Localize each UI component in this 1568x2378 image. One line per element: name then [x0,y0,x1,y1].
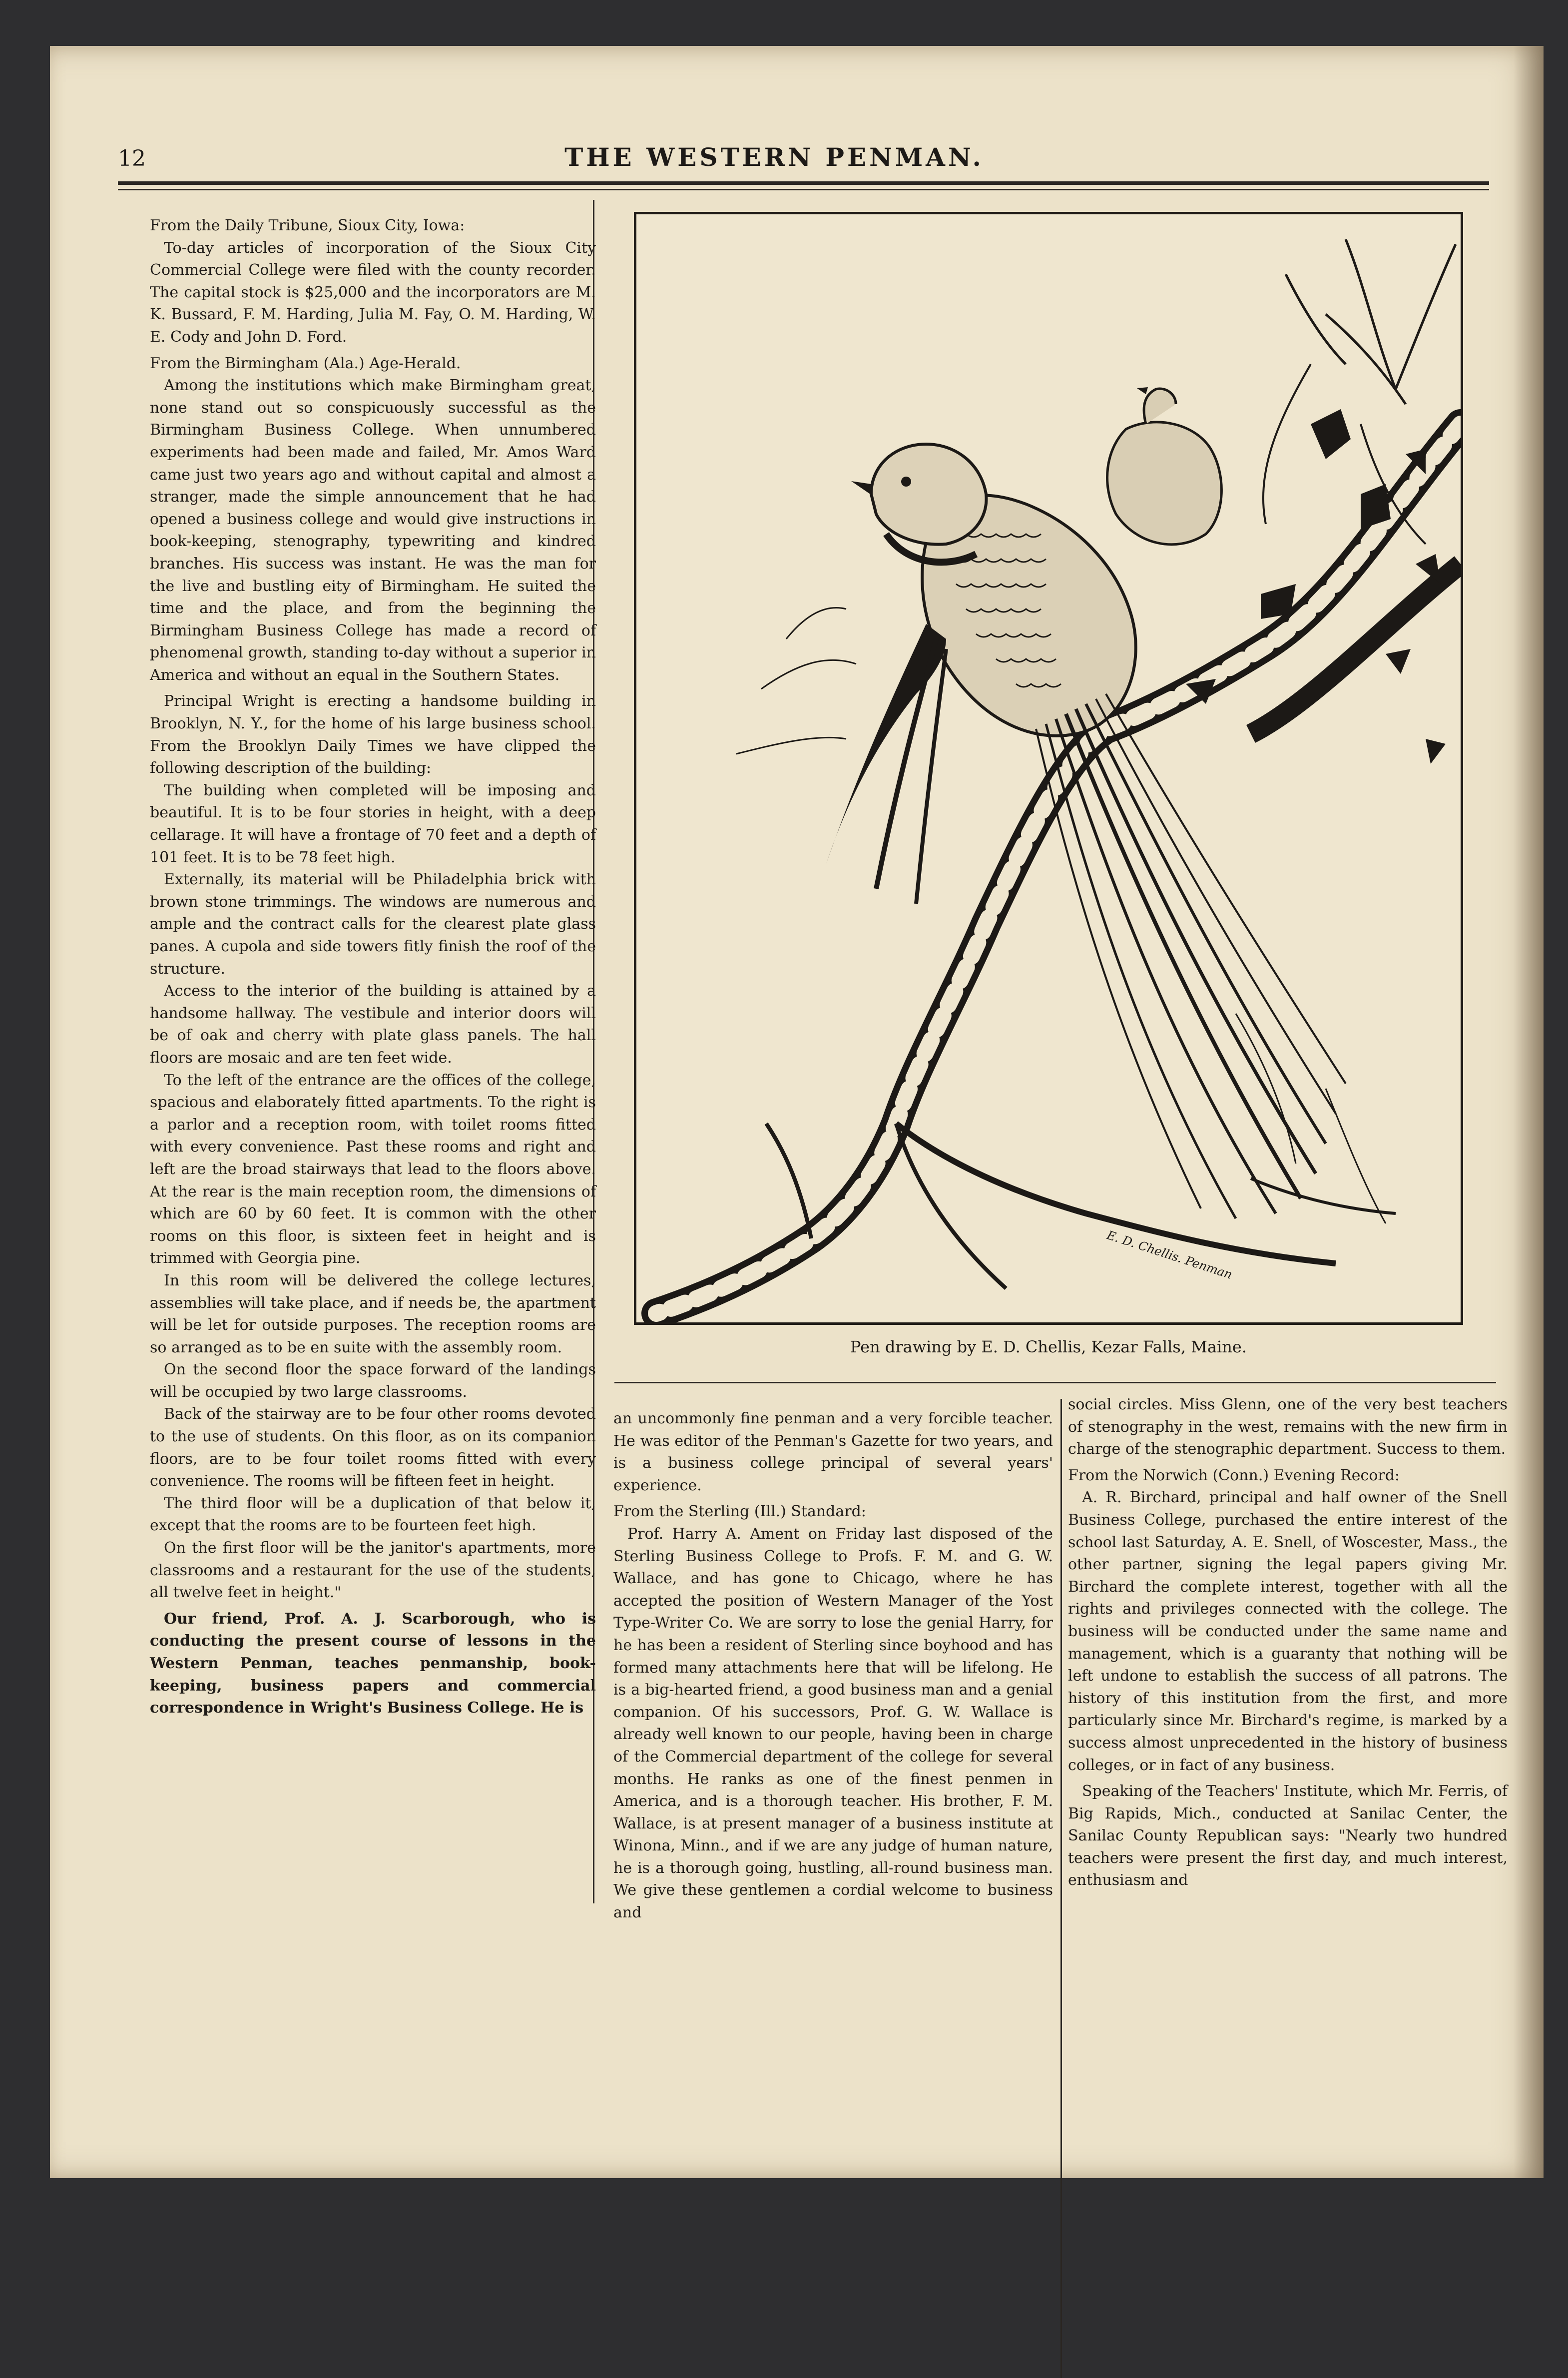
article-paragraph: Principal Wright is erecting a handsome building in Brooklyn, N. Y., for the home of his large business school. From the Brooklyn Daily Times we have clipped the following description of the building: [150,692,596,777]
header-rule-thin [118,189,1489,190]
article-paragraph: On the first floor will be the janitor's apartments, more classrooms and a restaurant for the use of the students, all twelve feet in height." [150,1539,596,1602]
article-paragraph: To the left of the entrance are the offices of the college, spacious and elaborately fitted apartments. To the right is a parlor and a reception room, with toilet rooms fitted with every convenience. Past these rooms and right and left are the broad stairways that lead to the floors above. At the rear is the main reception room, the dimensions of which are 60 by 60 feet. It is common with the other rooms on this floor, is sixteen feet in height and is trimmed with Georgia pine. [150,1071,596,1267]
article-paragraph: On the second floor the space forward of the landings will be occupied by two large classrooms. [150,1361,596,1401]
article-paragraph: Our friend, Prof. A. J. Scarborough, who is conducting the present course of lessons in the Western Penman, teaches penmanship, book-keeping, business papers and commercial correspondence in Wright's Business College. He is [150,1610,596,1717]
article-paragraph: Among the institutions which make Birmingham great, none stand out so conspicuously successful as the Birmingham Business College. When unnumbered experiments had been made and failed, Mr. Amos Ward came just two years ago and without capital and almost a stranger, made the simple announcement that he had opened a business college and would give instructions in book-keeping, stenography, typewriting and kindred branches. His success was instant. He was the man for the live and bustling eity of Birmingham. He suited the time and the place, and from the beginning the Birmingham Business College has made a record of phenomenal growth, standing to-day without a superior in America and without an equal in the Southern States. [150,377,596,684]
middle-column-article [613,1408,1053,1924]
left-column-article [150,215,596,1720]
article-source: From the Birmingham (Ala.) Age-Herald. [150,354,461,372]
article-paragraph: an uncommonly fine penman and a very forcible teacher. He was editor of the Penman's Gazette for two years, and is a business college principal of several years' experience. [613,1410,1053,1494]
article-source: From the Norwich (Conn.) Evening Record: [1068,1466,1400,1484]
article-paragraph: In this room will be delivered the college lectures, assemblies will take place, and if needs be, the apartment will be let for outside purposes. The reception rooms are so arranged as to be en suite with the assembly room. [150,1271,596,1356]
article-paragraph: Speaking of the Teachers' Institute, which Mr. Ferris, of Big Rapids, Mich., conducted at Sanilac Center, the Sanilac County Republican says: "Nearly two hundred teachers were present the first day, and much interest, enthusiasm and [1068,1783,1508,1889]
right-column-article [1068,1394,1508,1892]
page-fold-shadow [1514,46,1544,2178]
column-divider-right [1060,1399,1062,2378]
header-rule-thick [118,181,1489,185]
article-paragraph: The third floor will be a duplication of that below it, except that the rooms are to be fourteen feet high. [150,1494,596,1535]
masthead-title: THE WESTERN PENMAN. [564,142,984,172]
article-source: From the Sterling (Ill.) Standard: [613,1503,866,1521]
artist-signature: E. D. Chellis. Penman [1105,1228,1234,1282]
article-source: From the Daily Tribune, Sioux City, Iowa: [150,217,465,234]
article-paragraph: Externally, its material will be Philadelphia brick with brown stone trimmings. The windows are numerous and ample and the contract calls for the clearest plate glass panes. A cupola and side towers fitly finish the roof of the structure. [150,871,596,978]
bird-illustration [636,214,1461,1322]
article-paragraph: Prof. Harry A. Ament on Friday last disposed of the Sterling Business College to Profs. F. M. and G. W. Wallace, and has gone to Chicago, where he has accepted the position of Western Manager of the Yost Type-Writer Co. We are sorry to lose the genial Harry, for he has been a resident of Sterling since boyhood and has formed many attachments here that will be lifelong. He is a big-hearted friend, a good business man and a genial companion. Of his successors, Prof. G. W. Wallace is already well known to our people, having been in charge of the Commercial department of the college for several months. He ranks as one of the finest penmen in America, and is a thorough teacher. His brother, F. M. Wallace, is at present manager of a business institute at Winona, Minn., and if we are any judge of human nature, he is a thorough going, hustling, all-round business man. We give these gentlemen a cordial welcome to business and [613,1525,1053,1922]
article-paragraph: social circles. Miss Glenn, one of the very best teachers of stenography in the west, remains with the new firm in charge of the stenographic department. Success to them. [1068,1396,1508,1458]
article-paragraph: The building when completed will be imposing and beautiful. It is to be four stories in height, with a deep cellarage. It will have a frontage of 70 feet and a depth of 101 feet. It is to be 78 feet high. [150,781,596,866]
lower-section-rule [614,1382,1496,1383]
pen-drawing-frame [634,212,1463,1325]
article-paragraph: To-day articles of incorporation of the Sioux City Commercial College were filed with the county recorder. The capital stock is $25,000 and the incorporators are M. K. Bussard, F. M. Harding, Julia M. Fay, O. M. Harding, W. E. Cody and John D. Ford. [150,239,596,346]
article-paragraph: Back of the stairway are to be four other rooms devoted to the use of students. On this floor, as on its companion floors, are to be four toilet rooms fitted with every convenience. The rooms will be fifteen feet in height. [150,1405,596,1490]
illustration-caption: Pen drawing by E. D. Chellis, Kezar Falls, Maine. [850,1337,1247,1356]
article-paragraph: A. R. Birchard, principal and half owner of the Snell Business College, purchased the entire interest of the school last Saturday, A. E. Snell, of Woscester, Mass., the other partner, signing the legal papers giving Mr. Birchard the complete interest, together with all the rights and privileges connected with the college. The business will be conducted under the same name and management, which is a guaranty that nothing will be left undone to establish the success of all patrons. The history of this institution from the first, and more particularly since Mr. Birchard's regime, is marked by a success almost unprecedented in the history of business colleges, or in fact of any business. [1068,1489,1508,1774]
article-paragraph: Access to the interior of the building is attained by a handsome hallway. The vestibule and interior doors will be of oak and cherry with plate glass panels. The hall floors are mosaic and are ten feet wide. [150,982,596,1067]
page-number: 12 [118,146,146,171]
